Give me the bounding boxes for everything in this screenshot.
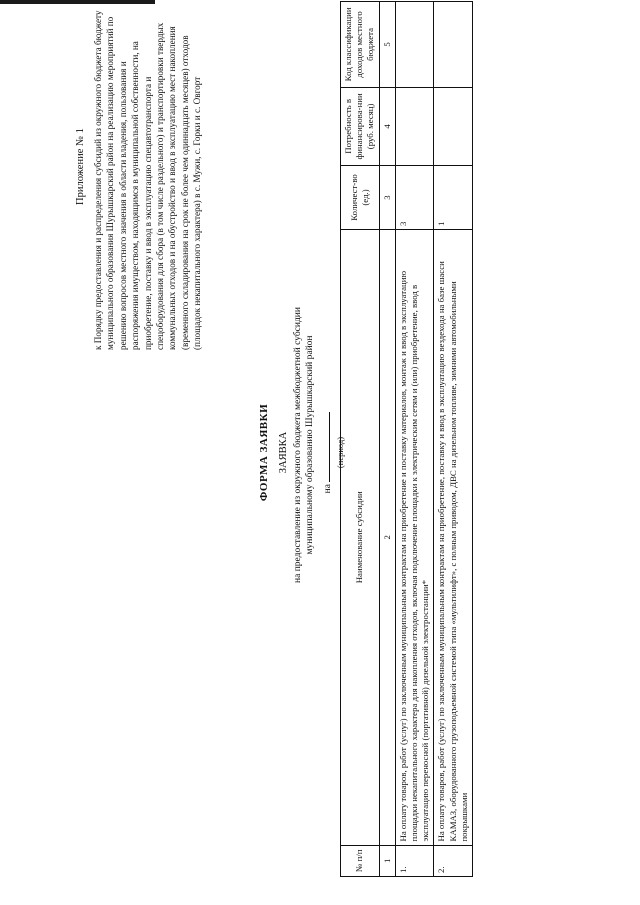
header-need: Потребность в финансирова-нии (руб. месяц) [341, 87, 380, 165]
col-num-2: 2 [379, 230, 395, 846]
header-code: Код классификации доходов местного бюджета [341, 2, 380, 88]
row-no: 1. [395, 845, 434, 876]
request-table [340, 1, 473, 877]
row-name: На оплату товаров, работ (услуг) по заключенным муниципальным контрактам на приобретение, поставку и ввод в эксплуатацию вездехода на базе шасси КАМАЗ, оборудованного грузоподъемной системой типа «мультилифт», с полным приводом, ДВС на дизельном топливе, зимними автомобильными покрышками [434, 230, 473, 846]
row-need [395, 87, 434, 165]
period-caption: (период) [335, 436, 345, 469]
table-row [395, 2, 434, 877]
appendix-text: к Порядку предоставления и распределения субсидий из окружного бюджета бюджету муниципального образования Шурышкарский район на реализацию мероприятий по решению вопросов местного значения в области владения, пользования и распоряжения имуществом, находящимся в муниципальной собственности, на приобретение, поставку и ввод в эксплуатацию спецавтотранспорта и спецоборудования для сбора (в том числе раздельного) и транспортировки твердых коммунальных отходов и на обустройство и ввод в эксплуатацию мест накопления (временного складирования на срок не более чем одиннадцать месяцев) отходов (площадок некапитального характера) в с. Мужи, с. Горки и с. Овгорт [93, 10, 203, 350]
zayavka-heading: ЗАЯВКА [278, 431, 289, 474]
table-row [434, 2, 473, 877]
period-prefix: на [323, 484, 333, 494]
form-title: ФОРМА ЗАЯВКИ [258, 403, 270, 502]
appendix-title: Приложение № 1 [75, 128, 86, 205]
col-num-4: 4 [379, 87, 395, 165]
subtitle-line-2: муниципальному образованию Шурышкарский район [305, 335, 315, 555]
period-blank [320, 412, 330, 482]
col-num-5: 5 [379, 2, 395, 88]
col-num-3: 3 [379, 165, 395, 229]
row-code [434, 2, 473, 88]
row-name: На оплату товаров, работ (услуг) по заключенным муниципальным контрактам на приобретение и поставку материалов, монтаж и ввод в эксплуатацию площадки некапитального характера для накопления отходов, включая подключение площадки к электрическим сетям и (или) приобретение, ввод в эксплуатацию переносной (портативной) дизельной электростанции* [395, 230, 434, 846]
zayavka-subtitle [292, 275, 316, 615]
row-qty: 3 [395, 165, 434, 229]
header-no: № п/п [341, 845, 380, 876]
period-line [320, 0, 333, 905]
header-name: Наименование субсидии [341, 230, 380, 846]
subtitle-line-1: на предоставление из окружного бюджета межбюджетной субсидии [293, 307, 303, 583]
row-no: 2. [434, 845, 473, 876]
header-qty: Количест-во (ед.) [341, 165, 380, 229]
table-header-row [341, 2, 380, 877]
column-number-row [379, 2, 395, 877]
row-need [434, 87, 473, 165]
row-qty: 1 [434, 165, 473, 229]
col-num-1: 1 [379, 845, 395, 876]
row-code [395, 2, 434, 88]
